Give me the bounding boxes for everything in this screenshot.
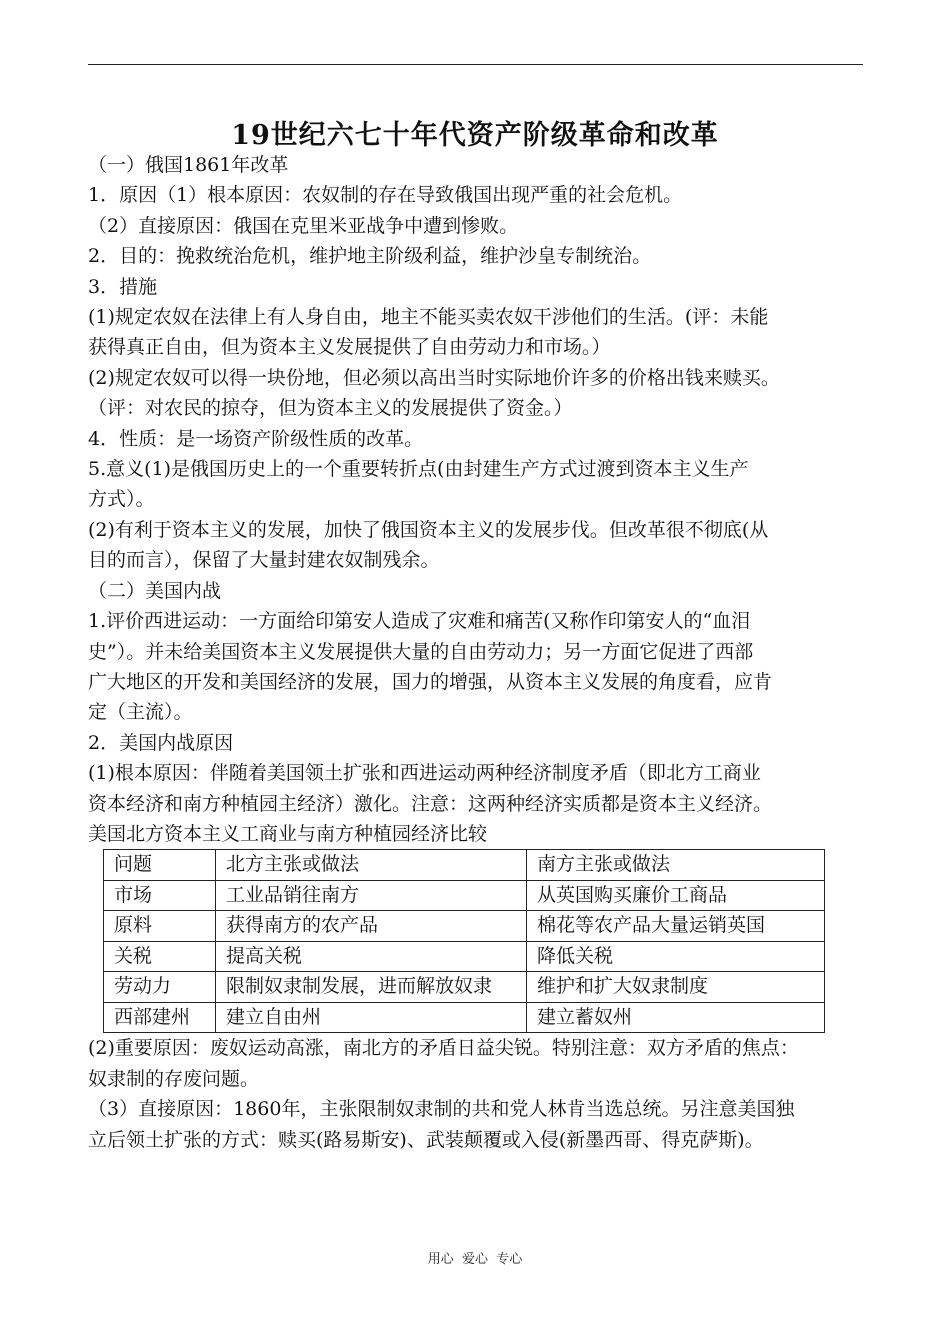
table-row bbox=[104, 911, 825, 942]
table-cell: 关税 bbox=[104, 941, 216, 972]
table-cell: 限制奴隶制发展，进而解放奴隶 bbox=[216, 972, 527, 1003]
text-line: 5.意义(1)是俄国历史上的一个重要转折点(由封建生产方式过渡到资本主义生产 bbox=[88, 458, 749, 481]
text-line: (2)规定农奴可以得一块份地，但必须以高出当时实际地价许多的价格出钱来赎买。 bbox=[88, 366, 780, 389]
text-line: 3．措施 bbox=[88, 275, 158, 298]
text-line: 1.评价西进运动：一方面给印第安人造成了灾难和痛苦(又称作印第安人的“血泪 bbox=[88, 610, 751, 633]
text-line: (1)根本原因：伴随着美国领土扩张和西进运动两种经济制度矛盾（即北方工商业 bbox=[88, 762, 761, 785]
table-cell: 提高关税 bbox=[216, 941, 527, 972]
table-cell: 建立蓄奴州 bbox=[527, 1002, 825, 1033]
text-line: (2)重要原因：废奴运动高涨，南北方的矛盾日益尖锐。特别注意：双方矛盾的焦点： bbox=[88, 1037, 799, 1060]
text-line: 史”）。并未给美国资本主义发展提供大量的自由劳动力；另一方面它促进了西部 bbox=[88, 640, 754, 663]
table-cell: 市场 bbox=[104, 880, 216, 911]
text-block-2 bbox=[88, 1033, 874, 1155]
header-rule bbox=[88, 64, 863, 65]
page-title: 19世纪六七十年代资产阶级革命和改革 bbox=[231, 120, 719, 151]
text-line: 2．美国内战原因 bbox=[88, 731, 234, 754]
table-header-row bbox=[104, 850, 825, 881]
text-line: 4．性质：是一场资产阶级性质的改革。 bbox=[88, 427, 424, 450]
text-line: 方式）。 bbox=[88, 488, 155, 511]
text-line: 奴隶制的存废问题。 bbox=[88, 1067, 260, 1090]
text-line: (1)规定农奴在法律上有人身自由，地主不能买卖农奴干涉他们的生活。(评：未能 bbox=[88, 306, 769, 329]
text-line: （3）直接原因：1860年，主张限制奴隶制的共和党人林肯当选总统。另注意美国独 bbox=[88, 1098, 795, 1121]
comparison-table bbox=[103, 849, 825, 1033]
table-row bbox=[104, 972, 825, 1003]
table-cell: 建立自由州 bbox=[216, 1002, 527, 1033]
text-line: （评：对农民的掠夺，但为资本主义的发展提供了资金。） bbox=[88, 397, 573, 420]
text-line: （二）美国内战 bbox=[88, 579, 222, 602]
text-block-1 bbox=[88, 150, 874, 849]
text-line: （2）直接原因：俄国在克里米亚战争中遭到惨败。 bbox=[88, 214, 519, 237]
text-line: 立后领土扩张的方式：赎买(路易斯安)、武装颠覆或入侵(新墨西哥、得克萨斯)。 bbox=[88, 1128, 764, 1151]
table-cell: 北方主张或做法 bbox=[216, 850, 527, 881]
text-line: 1．原因（1）根本原因：农奴制的存在导致俄国出现严重的社会危机。 bbox=[88, 184, 683, 207]
table-cell: 工业品销往南方 bbox=[216, 880, 527, 911]
table-cell: 西部建州 bbox=[104, 1002, 216, 1033]
text-line: 获得真正自由，但为资本主义发展提供了自由劳动力和市场。） bbox=[88, 336, 611, 359]
table-cell: 问题 bbox=[104, 850, 216, 881]
table-row bbox=[104, 941, 825, 972]
text-line: （一）俄国1861年改革 bbox=[88, 154, 289, 176]
table-cell: 棉花等农产品大量运销英国 bbox=[527, 911, 825, 942]
text-line: 目的而言），保留了大量封建农奴制残余。 bbox=[88, 549, 440, 572]
table-cell: 南方主张或做法 bbox=[527, 850, 825, 881]
document-body bbox=[88, 150, 874, 1155]
table-cell: 获得南方的农产品 bbox=[216, 911, 527, 942]
table-cell: 劳动力 bbox=[104, 972, 216, 1003]
table-cell: 维护和扩大奴隶制度 bbox=[527, 972, 825, 1003]
page-footer: 用心 爱心 专心 bbox=[427, 1252, 523, 1267]
text-line: (2)有利于资本主义的发展，加快了俄国资本主义的发展步伐。但改革很不彻底(从 bbox=[88, 518, 769, 541]
text-line: 广大地区的开发和美国经济的发展，国力的增强，从资本主义发展的角度看，应肯 bbox=[88, 670, 773, 693]
table-cell: 原料 bbox=[104, 911, 216, 942]
table-row bbox=[104, 880, 825, 911]
table-row bbox=[104, 1002, 825, 1033]
text-line: 2．目的：挽救统治危机，维护地主阶级利益，维护沙皇专制统治。 bbox=[88, 245, 652, 268]
text-line: 资本经济和南方种植园主经济）激化。注意：这两种经济实质都是资本主义经济。 bbox=[88, 792, 773, 815]
text-line: 定（主流）。 bbox=[88, 701, 193, 724]
table-cell: 从英国购买廉价工商品 bbox=[527, 880, 825, 911]
table-cell: 降低关税 bbox=[527, 941, 825, 972]
table-caption: 美国北方资本主义工商业与南方种植园经济比较 bbox=[88, 822, 488, 845]
